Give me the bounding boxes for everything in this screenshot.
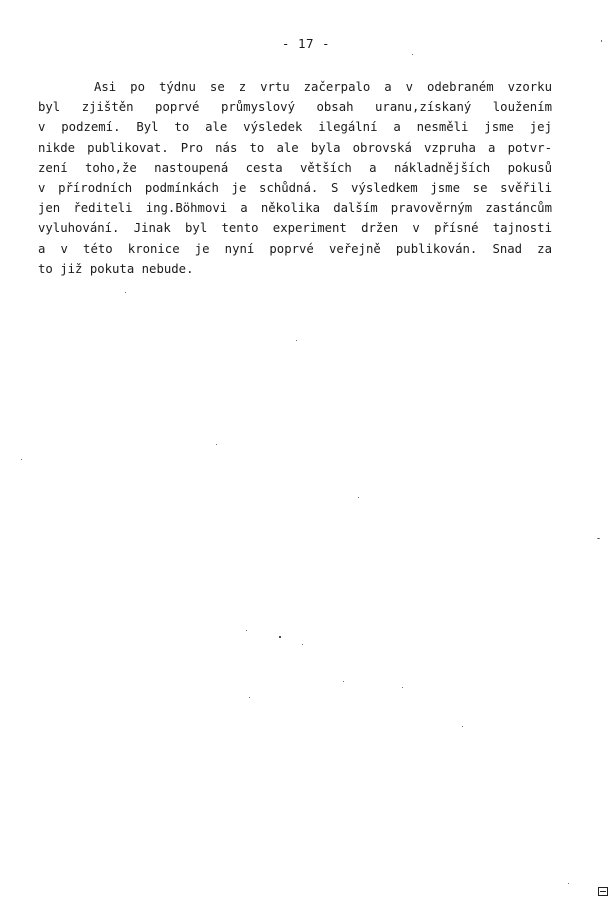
text-line-8: vyluhování. Jinak byl tento experiment držen v přísné tajnosti [38,221,552,236]
scan-speck [216,444,217,445]
text-line-9: a v této kronice je nyní poprvé veřejně publikován. Snad za [38,241,552,256]
scan-speck [246,630,247,631]
text-line-7: jen řediteli ing.Böhmovi a několika dalším pravověrným zastáncům [38,201,552,216]
scan-speck [568,883,569,884]
body-paragraph [38,77,552,279]
scan-speck [402,687,403,688]
scan-speck [125,292,126,293]
scan-speck [21,459,22,460]
scan-speck [302,644,303,645]
text-line-5: zení toho,že nastoupená cesta větších a nákladnějších pokusů [38,160,552,175]
text-line-4: nikde publikovat. Pro nás to ale byla obrovská vzpruha a potvr- [38,140,552,155]
scan-speck [601,40,602,42]
scan-speck [462,726,463,727]
corner-mark-icon [598,887,608,896]
scan-speck [412,54,413,55]
text-line-3: v podzemí. Byl to ale výsledek ilegální a nesměli jsme jej [38,120,552,135]
text-line-10: to již pokuta nebude. [38,261,194,276]
scan-speck [249,697,250,698]
scan-speck [296,340,297,341]
text-line-1: Asi po týdnu se z vrtu začerpalo a v odebraném vzorku [94,80,552,94]
text-line-2: byl zjištěn poprvé průmyslový obsah uranu,získaný loužením [38,100,552,115]
scan-speck [279,636,281,638]
page-number: - 17 - [281,36,331,51]
scan-speck [358,497,359,498]
scan-speck [343,681,344,682]
text-line-6: v přírodních podmínkách je schůdná. S výsledkem jsme se svěřili [38,181,552,196]
scan-speck [597,538,600,539]
